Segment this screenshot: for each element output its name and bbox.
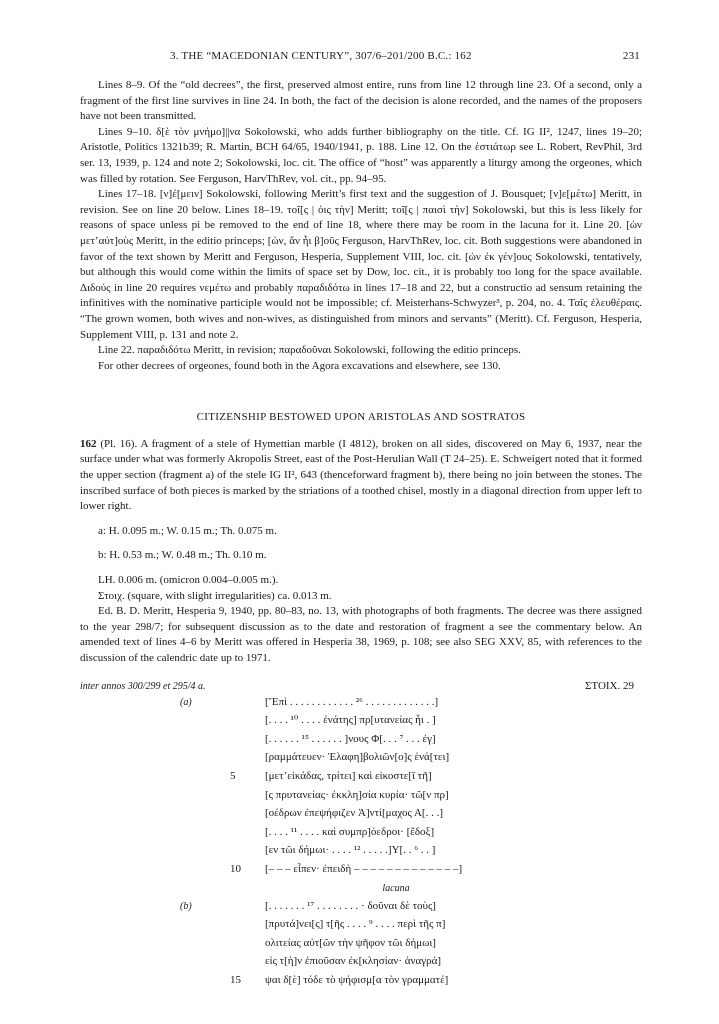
line-text: [. . . . ¹¹ . . . . καὶ συμπρ]όεδροι· [ἔδοξ]	[265, 825, 435, 838]
stoichedon-count: ΣΤΟΙΧ. 29	[585, 679, 634, 692]
entry-number: 162	[80, 437, 97, 450]
inscription-line	[80, 788, 642, 807]
line-text: ψαι δ[ὲ] τόδε τὸ ψήφισμ[α τὸν γραμματέ]	[265, 973, 449, 986]
fragment-a-label: (a)	[180, 696, 192, 708]
inscription-line	[80, 732, 642, 751]
spec-stoichedon: Στοιχ. (square, with slight irregularities) ca. 0.013 m.	[98, 589, 332, 602]
inscription-line	[80, 954, 642, 973]
section-title: CITIZENSHIP BESTOWED UPON ARISTOLAS AND SOSTRATOS	[196, 411, 526, 424]
inscription-line	[80, 825, 642, 844]
fragment-a-text	[80, 695, 642, 881]
line-number: 10	[230, 862, 241, 875]
inscription-line	[80, 843, 642, 862]
spec-fragment-a: a: H. 0.095 m.; W. 0.15 m.; Th. 0.075 m.	[98, 524, 277, 537]
inscription-line	[80, 750, 642, 769]
line-number: 15	[230, 973, 241, 986]
line-text: [ς πρυτανείας· ἐκκλη]σία κυρία· τῶ[ν πρ]	[265, 788, 449, 801]
inscription-line	[80, 713, 642, 732]
fragment-b-text	[80, 899, 642, 992]
line-text: εἰς τ[ὴ]ν ἐπιοῦσαν ἐκ[κλησίαν· ἀναγρά]	[265, 955, 442, 968]
line-number: 5	[230, 769, 236, 782]
line-text: [εν τῶι δήμωι· . . . . ¹² . . . . .]Υ[. . ⁶ . . ]	[265, 844, 436, 857]
inscription-line	[80, 806, 642, 825]
inscription-line	[80, 917, 642, 936]
edition-paragraph: Ed. B. D. Meritt, Hesperia 9, 1940, pp. 80–83, no. 13, with photographs of both fragments. The decree was there assigned to the year 298/7; for subsequent discussion as to the date and restoration of fragment a see the commentary below. An amended text of lines 4–6 by Meritt was offered in Hesperia 38, 1969, p. 108; see also SEG XXV, 85, with references to the discussion of the calendric date up to 1971.	[80, 605, 642, 664]
line-text: [. . . . . . ¹⁵ . . . . . . ]νους Φ[. . . ⁷ . . . ἐγ]	[265, 732, 436, 745]
inscription-date: inter annos 300/299 et 295/4 a.	[80, 680, 206, 692]
entry-text: (Pl. 16). A fragment of a stele of Hymettian marble (I 4812), broken on all sides, discovered on May 6, 1937, near the surface under what was formerly Akropolis Street, east of the Post-Herulian Wall (T 24–25). E. Schweigert noted that it formed the upper section (fragment a) of the stele IG II², 643 (thenceforward fragment b), there being no join between the stones. The inscribed surface of both pieces is marked by the striations of a toothed chisel, mostly in a diagonal direction from upper left to lower right.	[80, 437, 642, 513]
inscription-line	[80, 862, 642, 881]
spec-letter-height: LH. 0.006 m. (omicron 0.004–0.005 m.).	[98, 574, 279, 587]
line-text: [μετ’εἰκάδας, τρίτει] καὶ εἰκοστε[ῖ τῆ]	[265, 769, 432, 782]
commentary-paragraph: Lines 8–9. Of the “old decrees”, the first, preserved almost entire, runs from line 12 through line 23. Of a second, only a fragment of the first line survives in line 24. In both, the fact of the decision is alone recorded, and the names of the proposers have not been transmitted.	[80, 79, 642, 123]
specifications	[98, 524, 642, 604]
lacuna-label: lacuna	[382, 882, 410, 894]
entry-description	[80, 437, 642, 515]
page-body	[80, 78, 642, 992]
line-text: [. . . . . . . ¹⁷ . . . . . . . . · δοῦναι δὲ τοὺς]	[265, 899, 436, 912]
commentary-paragraph: For other decrees of orgeones, found both in the Agora excavations and elsewhere, see 130.	[98, 359, 501, 372]
commentary-paragraph: Lines 9–10. δ[ὲ τὸν μνήμο]||να Sokolowski, who adds further bibliography on the title. Cf. IG II², 1247, lines 19–20; Aristotle, Politics 1321b39; R. Martin, BCH 64/65, 1940/1941, p. 188. Line 12. On the ἑστιάτωρ see L. Robert, RevPhil, 3rd ser. 13, 1939, p. 124 and note 2; Sokolowski, loc. cit. The office of “host” was apparently a liturgy among the orgeones, which was filled by rotation. See Ferguson, HarvThRev, vol. cit., pp. 94–95.	[80, 125, 642, 185]
page-number: 231	[622, 50, 640, 62]
inscription-line	[80, 695, 642, 714]
line-text: [Ἔπὶ . . . . . . . . . . . . ²⁶ . . . . . . . . . . . . .]	[265, 695, 439, 708]
inscription-line	[80, 973, 642, 992]
running-head-title: 3. THE “MACEDONIAN CENTURY”, 307/6–201/200 B.C.: 162	[170, 50, 472, 62]
fragment-b-label: (b)	[180, 900, 192, 912]
line-text: [ραμμάτευεν· Ἐλαφη]βολιῶν[ο]ς ἑνά[τει]	[265, 751, 450, 764]
spec-fragment-b: b: H. 0.53 m.; W. 0.48 m.; Th. 0.10 m.	[98, 549, 267, 562]
line-text: [πρυτά]νει[ς] τ[ῆς . . . . ⁹ . . . . περὶ τῆς π]	[265, 918, 446, 931]
inscription-line	[80, 899, 642, 918]
line-text: [. . . . ¹⁰ . . . . ἐνάτης] πρ[υτανείας ἧι . ]	[265, 714, 436, 727]
inscription-header	[80, 679, 642, 695]
line-text: [οέδρων ἐπεψήφιζεν Ἀ]ντί[μαχος Α[. . .]	[265, 807, 443, 820]
line-text: [– – – εἶπεν· ἐπειδὴ – – – – – – – – – – – – –]	[265, 862, 463, 875]
inscription-line	[80, 769, 642, 788]
commentary-paragraph: Line 22. παραδιδότω Meritt, in revision; παραδοῦναι Sokolowski, following the editio princeps.	[98, 344, 521, 357]
inscription-line	[80, 936, 642, 955]
commentary-paragraph: Lines 17–18. [ν]έ[μειν] Sokolowski, following Meritt’s first text and the suggestion of J. Bousquet; [ν]ε[μέτω] Meritt, in revision. See on line 20 below. Lines 18–19. τοῖ[ς | ὁις τὴν] Meritt; τοῖ[ς | παισὶ τὴν] Sokolowski, but this is less likely for reasons of space unless pi be removed to the end of line 18, where there may be room in the lacuna for it. Line 20. [ὠν μετ’αὐτ]οὺς Meritt, in the editio princeps; [ὠν, ἄν ἦι β]οῦς Ferguson, HarvThRev, loc. cit. Both suggestions were abandoned in favor of the text shown by Meritt and Ferguson, Hesperia, Supplement VIII, loc. cit. [ὠν ἐκ γέν]ους Sokolowski, tentatively, but although this would come within the limits of space set by Dow, loc. cit., it is probably too long for the space available. Διδούς in line 20 requires νεμέτω and probably παραδιδότω in lines 17–18 and 22, but a constructio ad sensum retaining the infinitives with the nominative participle would not be impossible; cf. Meisterhans-Schwyzer³, p. 204, no. 4. Ταῖς ἐλευθέραις. “The grown women, both wives and non-wives, as distinguished from minors and servants” (Meritt). Cf. Ferguson, Hesperia, Supplement VIII, p. 131 and note 2.	[80, 188, 642, 341]
line-text: ολιτείας αὐτ[ῶν τὴν ψῆφον τῶι δήμωι]	[265, 936, 436, 949]
